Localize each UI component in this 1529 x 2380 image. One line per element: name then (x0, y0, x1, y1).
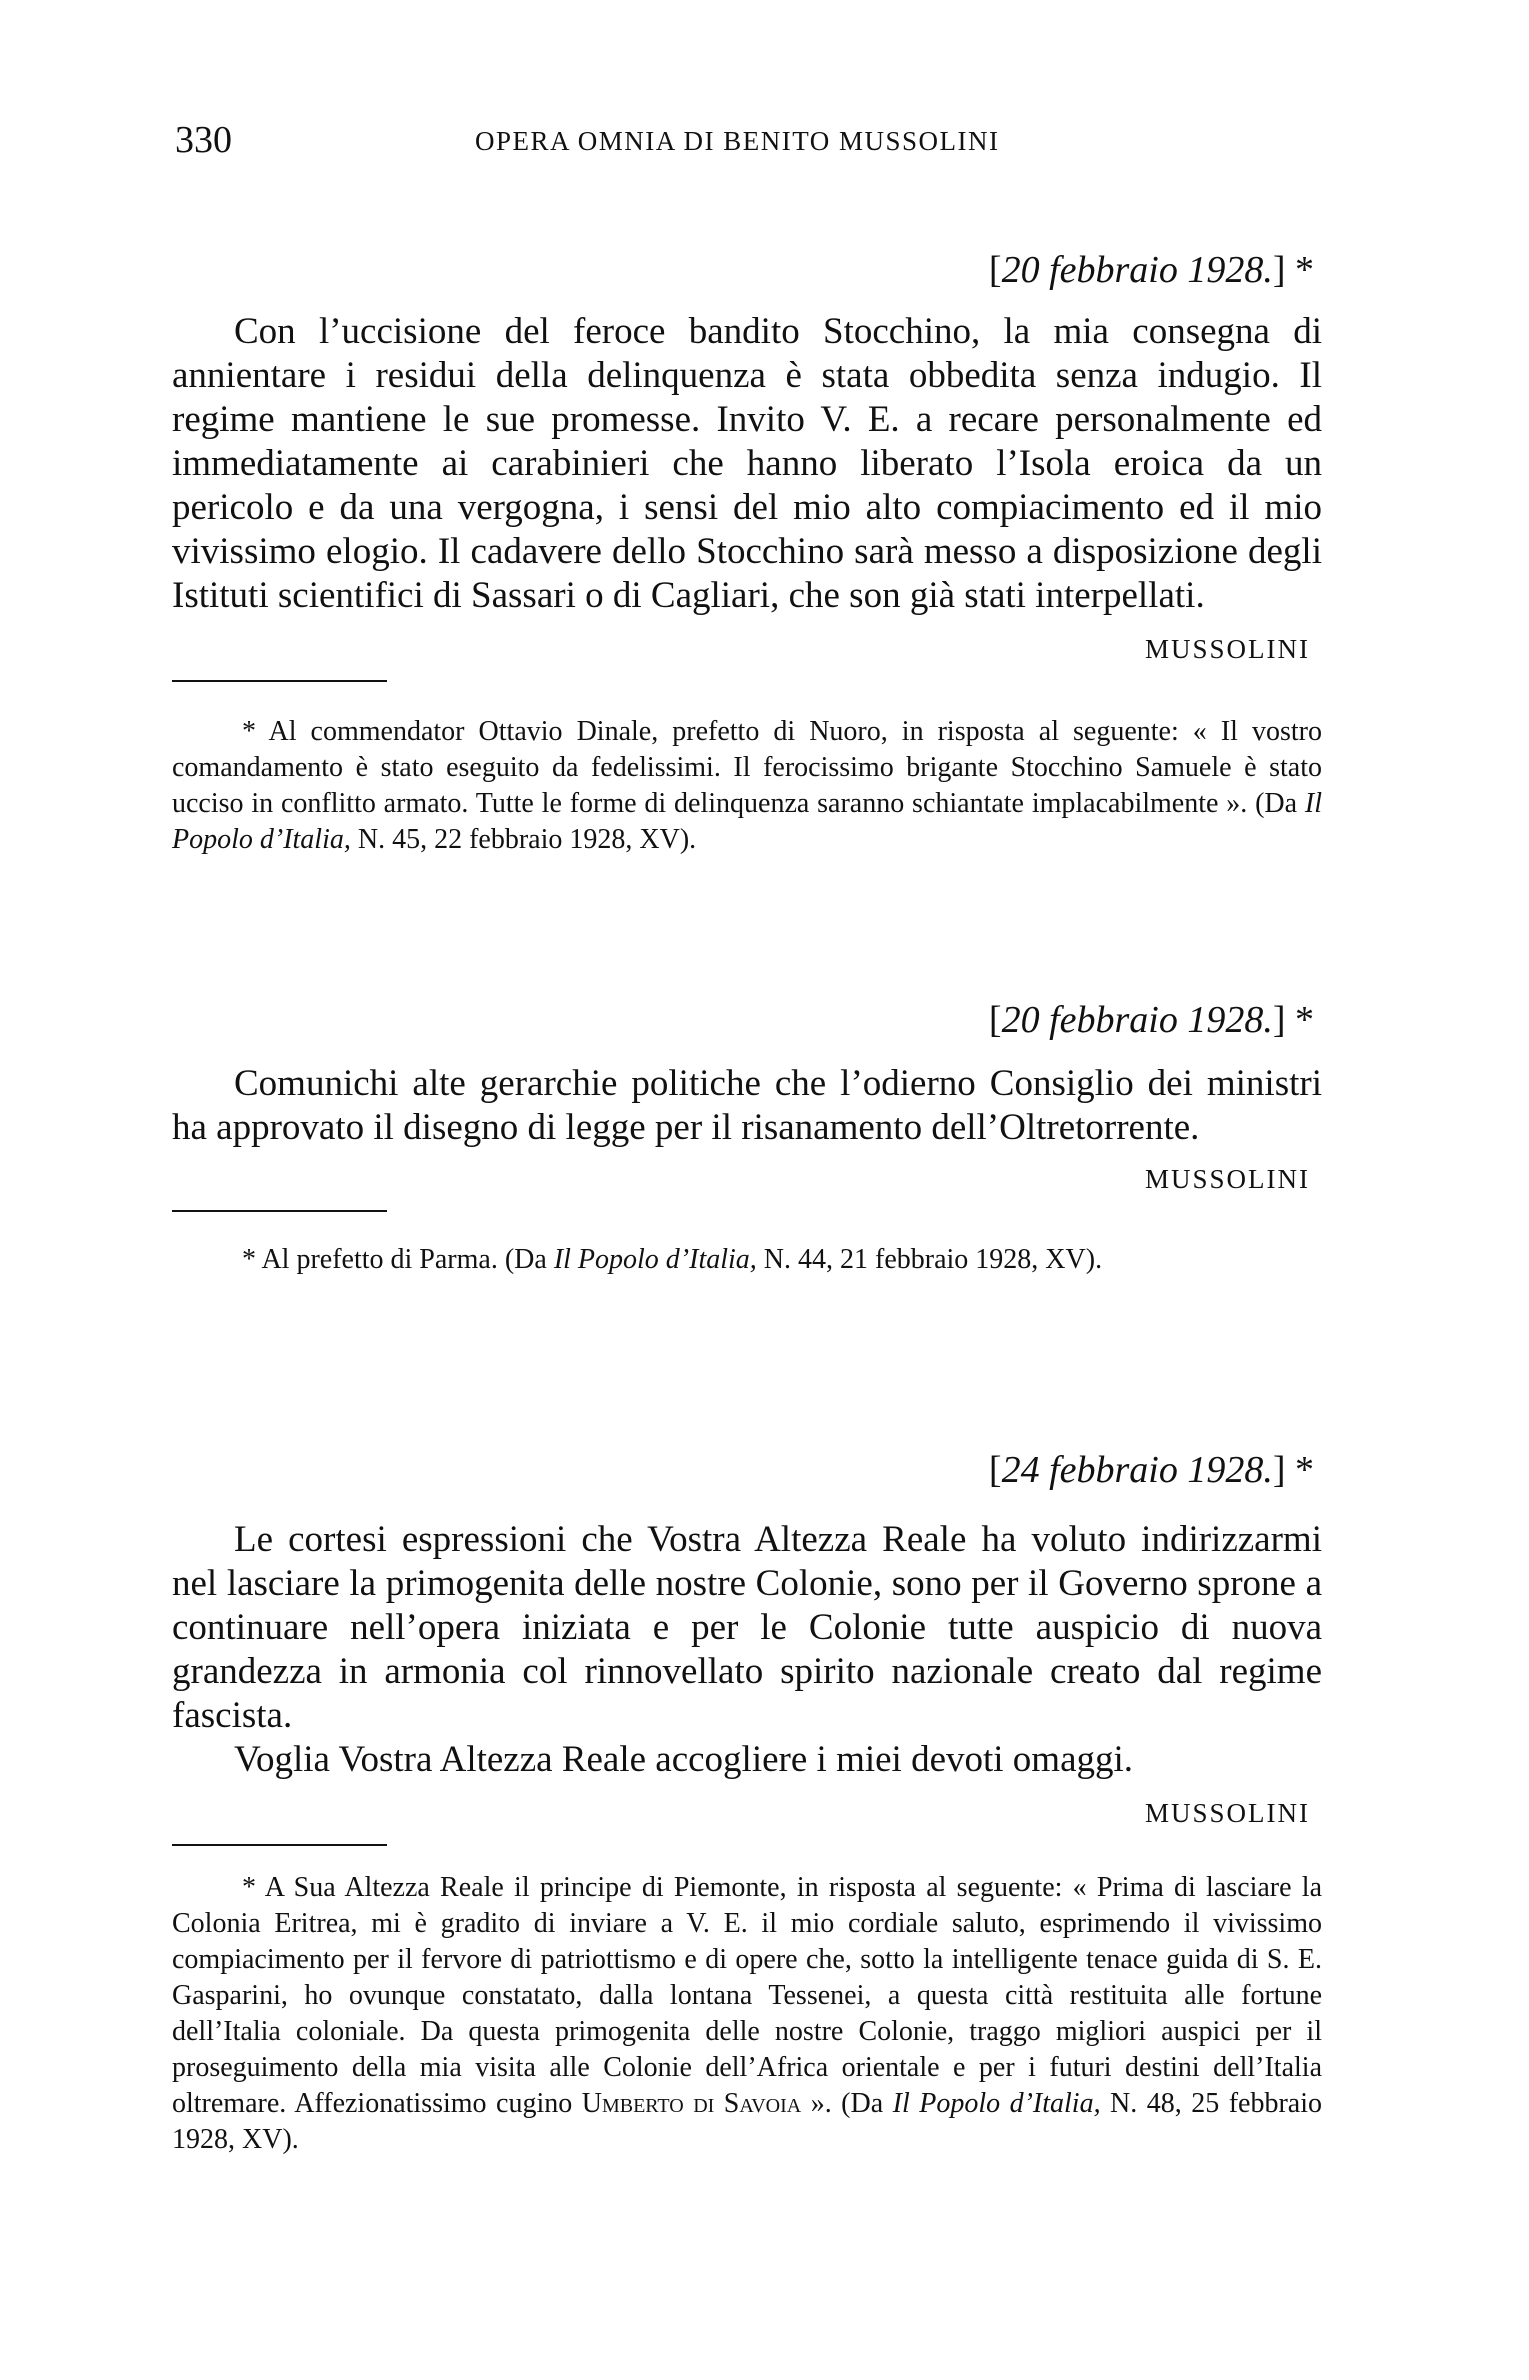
footnote-divider (172, 1210, 387, 1212)
footnote: * Al prefetto di Parma. (Da Il Popolo d’Italia, N. 44, 21 febbraio 1928, XV). (242, 1244, 1103, 1275)
date-heading: [20 febbraio 1928.] * (988, 999, 1314, 1041)
footnote-divider (172, 1844, 387, 1846)
date-heading: [20 febbraio 1928.] * (988, 249, 1314, 291)
letter-paragraph: Con l’uccisione del feroce bandito Stocchino, la mia consegna di annientare i residui della delinquenza è stata obbedita senza indugio. Il regime mantiene le sue promesse. Invito V. E. a recare personalmente ed immediatamente ai carabinieri che hanno liberato l’Isola eroica da un pericolo e da una vergogna, i sensi del mio alto compiacimento ed il mio vivissimo elogio. Il cadavere dello Stocchino sarà messo a disposizione degli Istituti scientifici di Sassari o di Cagliari, che son già stati interpellati. (172, 311, 1322, 616)
footnote: * A Sua Altezza Reale il principe di Piemonte, in risposta al seguente: « Prima di lasciare la Colonia Eritrea, mi è gradito di inviare a V. E. il mio cordiale saluto, esprimendo il vivissimo compiacimento per il fervore di patriottismo e di opere che, sotto la intelligente tenace guida di S. E. Gasparini, ho ovunque constatato, dalla lontana Tessenei, a questa città restituita alle fortune dell’Italia coloniale. Da questa primogenita delle nostre Colonie, traggo migliori auspici per il proseguimento della mia visita alle Colonie dell’Africa orientale e per i futuri destini dell’Italia oltremare. Affezionatissimo cugino Umberto di Savoia ». (Da Il Popolo d’Italia, N. 48, 25 febbraio 1928, XV). (172, 1872, 1322, 2155)
letter-section-1 (172, 240, 1322, 858)
book-title: OPERA OMNIA DI BENITO MUSSOLINI (475, 126, 1000, 156)
page-number: 330 (175, 119, 232, 161)
signature: MUSSOLINI (1144, 634, 1310, 664)
letter-paragraph: Voglia Vostra Altezza Reale accogliere i miei devoti omaggi. (234, 1739, 1134, 1780)
running-head (175, 118, 1325, 178)
signature: MUSSOLINI (1144, 1798, 1310, 1828)
footnote: * Al commendator Ottavio Dinale, prefetto di Nuoro, in risposta al seguente: « Il vostro comandamento è stato eseguito da fedelissimi. Il ferocissimo brigante Stocchino Samuele è stato ucciso in conflitto armato. Tutte le forme di delinquenza saranno schiantate implacabilmente ». (Da Il Popolo d’Italia, N. 45, 22 febbraio 1928, XV). (172, 716, 1322, 855)
signature: MUSSOLINI (1144, 1164, 1310, 1194)
letter-paragraph: Comunichi alte gerarchie politiche che l’odierno Consiglio dei ministri ha approvato il disegno di legge per il risanamento dell’Oltretorrente. (172, 1063, 1322, 1148)
letter-paragraph: Le cortesi espressioni che Vostra Altezza Reale ha voluto indirizzarmi nel lasciare la primogenita delle nostre Colonie, sono per il Governo sprone a continuare nell’opera iniziata e per le Colonie tutte auspicio di nuova grandezza in armonia col rinnovellato spirito nazionale creato dal regime fascista. (172, 1519, 1322, 1736)
letter-section-3 (172, 1440, 1322, 2158)
footnote-divider (172, 680, 387, 682)
date-heading: [24 febbraio 1928.] * (988, 1449, 1314, 1491)
letter-section-2 (172, 990, 1322, 1278)
